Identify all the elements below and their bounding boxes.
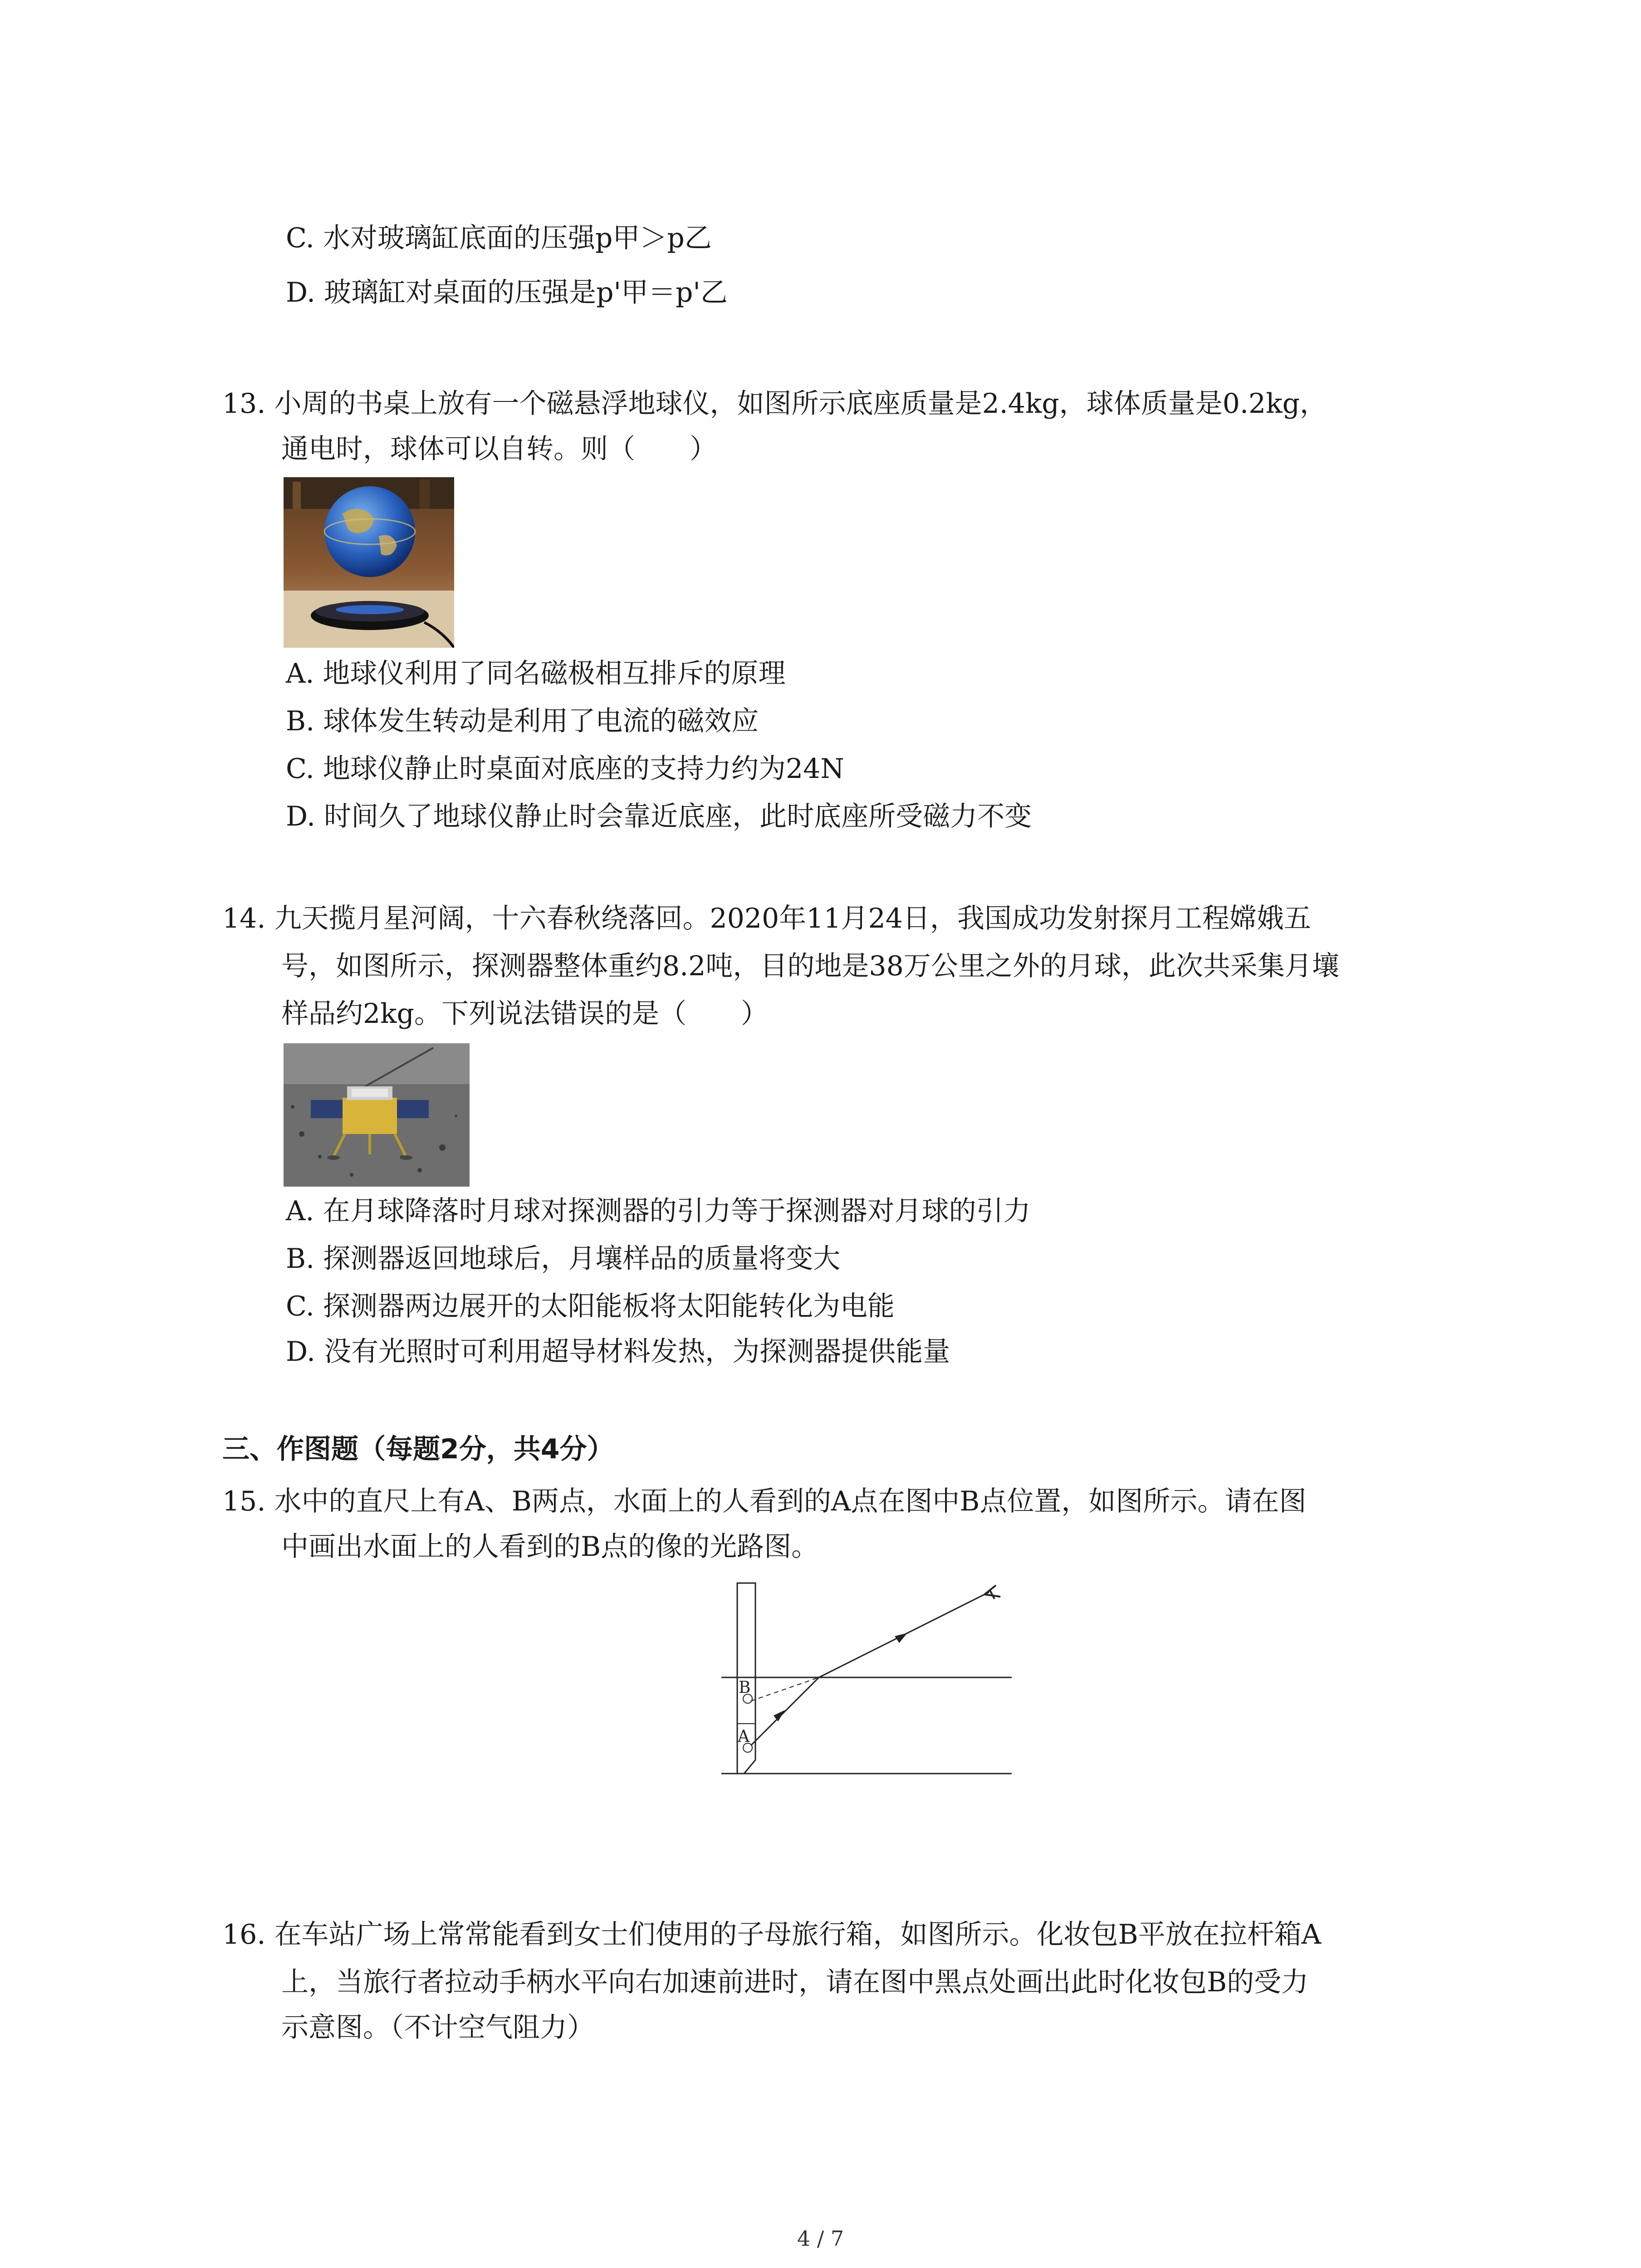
q14-stem-line2: 号，如图所示，探测器整体重约8.2吨，目的地是38万公里之外的月球，此次共采集月壤: [281, 950, 1339, 982]
maglev-globe-image: [284, 477, 454, 648]
page-number: 4 / 7: [797, 2226, 844, 2251]
label-b: B: [739, 1678, 751, 1697]
q15-stem-line2: 中画出水面上的人看到的B点的像的光路图。: [281, 1531, 819, 1563]
q16-stem-line2: 上，当旅行者拉动手柄水平向右加速前进时，请在图中黑点处画出此时化妆包B的受力: [281, 1966, 1309, 1998]
label-a: A: [738, 1727, 749, 1746]
refraction-diagram: [712, 1574, 1021, 1792]
q14-option-b: B. 探测器返回地球后，月壤样品的质量将变大: [286, 1243, 841, 1275]
q14-option-d: D. 没有光照时可利用超导材料发热，为探测器提供能量: [286, 1336, 950, 1368]
q13-option-c: C. 地球仪静止时桌面对底座的支持力约为24N: [286, 753, 844, 785]
q15-stem-line1: 15. 水中的直尺上有A、B两点，水面上的人看到的A点在图中B点位置，如图所示。请在图: [222, 1486, 1307, 1517]
q12-option-d: D. 玻璃缸对桌面的压强是p'甲＝p'乙: [286, 277, 728, 308]
lunar-lander-image: [284, 1043, 470, 1187]
q14-stem-line1: 14. 九天揽月星河阔，十六春秋绕落回。2020年11月24日，我国成功发射探月工程嫦娥五: [222, 903, 1311, 934]
q13-option-d: D. 时间久了地球仪静止时会靠近底座，此时底座所受磁力不变: [286, 801, 1032, 832]
q14-option-c: C. 探测器两边展开的太阳能板将太阳能转化为电能: [286, 1290, 895, 1322]
q12-option-c: C. 水对玻璃缸底面的压强p甲＞p乙: [286, 222, 712, 254]
q14-stem-line3: 样品约2kg。下列说法错误的是（ ）: [281, 998, 768, 1030]
q13-option-b: B. 球体发生转动是利用了电流的磁效应: [286, 705, 759, 737]
q13-stem-line2: 通电时，球体可以自转。则（ ）: [281, 433, 717, 465]
q13-stem-line1: 13. 小周的书桌上放有一个磁悬浮地球仪，如图所示底座质量是2.4kg，球体质量是0.2kg，: [222, 388, 1327, 420]
section-heading: 三、作图题（每题2分，共4分）: [222, 1433, 614, 1465]
q13-option-a: A. 地球仪利用了同名磁极相互排斥的原理: [286, 658, 786, 689]
q14-option-a: A. 在月球降落时月球对探测器的引力等于探测器对月球的引力: [286, 1195, 1031, 1227]
q16-stem-line3: 示意图。（不计空气阻力）: [281, 2012, 594, 2043]
q16-stem-line1: 16. 在车站广场上常常能看到女士们使用的子母旅行箱，如图所示。化妆包B平放在拉杆箱A: [222, 1919, 1321, 1950]
